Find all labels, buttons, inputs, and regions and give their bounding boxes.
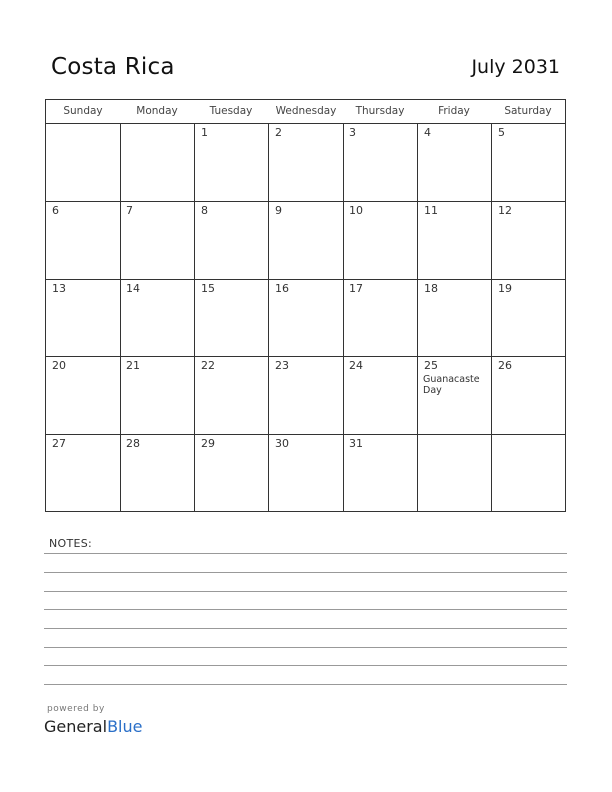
- day-cell-number: 3: [349, 126, 356, 139]
- grid-divider: [46, 434, 565, 435]
- day-cell-number: 31: [349, 437, 363, 450]
- grid-divider: [194, 124, 195, 511]
- grid-divider: [46, 356, 565, 357]
- day-cell-number: 6: [52, 204, 59, 217]
- day-cell-number: 9: [275, 204, 282, 217]
- day-cell-number: 8: [201, 204, 208, 217]
- calendar-grid: [45, 99, 566, 512]
- holiday-label: Guanacaste Day: [423, 374, 480, 396]
- day-cell-number: 19: [498, 282, 512, 295]
- day-cell-number: 22: [201, 359, 215, 372]
- weekday-tuesday: Tuesday: [209, 105, 253, 117]
- day-cell-number: 2: [275, 126, 282, 139]
- weekday-thursday: Thursday: [355, 105, 405, 117]
- weekday-sunday: Sunday: [63, 105, 103, 117]
- day-cell-number: 24: [349, 359, 363, 372]
- notes-line: [44, 572, 567, 573]
- day-cell-number: 21: [126, 359, 140, 372]
- day-cell-number: 26: [498, 359, 512, 372]
- weekday-saturday: Saturday: [504, 105, 552, 117]
- brand-blue: Blue: [107, 717, 143, 736]
- grid-divider: [417, 124, 418, 511]
- weekday-wednesday: Wednesday: [275, 105, 337, 117]
- brand-general: General: [44, 717, 108, 736]
- day-cell-number: 7: [126, 204, 133, 217]
- weekday-monday: Monday: [136, 105, 178, 117]
- weekday-friday: Friday: [438, 105, 470, 117]
- generalblue-logo: [44, 717, 142, 736]
- notes-line: [44, 647, 567, 648]
- day-cell-number: 5: [498, 126, 505, 139]
- day-cell-number: 15: [201, 282, 215, 295]
- day-cell-number: 23: [275, 359, 289, 372]
- grid-divider: [46, 279, 565, 280]
- notes-line: [44, 665, 567, 666]
- calendar-country-title: Costa Rica: [51, 54, 175, 80]
- day-cell-number: 27: [52, 437, 66, 450]
- powered-by-text: powered by: [47, 704, 105, 714]
- day-cell-number: 16: [275, 282, 289, 295]
- calendar-month-title: July 2031: [471, 56, 560, 78]
- weekday-header-row: [46, 100, 565, 124]
- day-cell-number: 29: [201, 437, 215, 450]
- notes-line: [44, 684, 567, 685]
- day-cell-number: 25: [424, 359, 438, 372]
- grid-divider: [120, 124, 121, 511]
- grid-divider: [491, 124, 492, 511]
- day-cell-number: 11: [424, 204, 438, 217]
- grid-divider: [268, 124, 269, 511]
- notes-line: [44, 628, 567, 629]
- grid-divider: [46, 201, 565, 202]
- day-cell-number: 12: [498, 204, 512, 217]
- notes-label: NOTES:: [49, 537, 93, 550]
- notes-line: [44, 609, 567, 610]
- notes-line: [44, 553, 567, 554]
- day-cell-number: 10: [349, 204, 363, 217]
- day-cell-number: 13: [52, 282, 66, 295]
- day-cell-number: 1: [201, 126, 208, 139]
- notes-line: [44, 591, 567, 592]
- day-cell-number: 14: [126, 282, 140, 295]
- day-cell-number: 17: [349, 282, 363, 295]
- day-cell-number: 18: [424, 282, 438, 295]
- day-cell-number: 28: [126, 437, 140, 450]
- day-cell-number: 4: [424, 126, 431, 139]
- day-cell-number: 20: [52, 359, 66, 372]
- grid-divider: [343, 124, 344, 511]
- day-cell-number: 30: [275, 437, 289, 450]
